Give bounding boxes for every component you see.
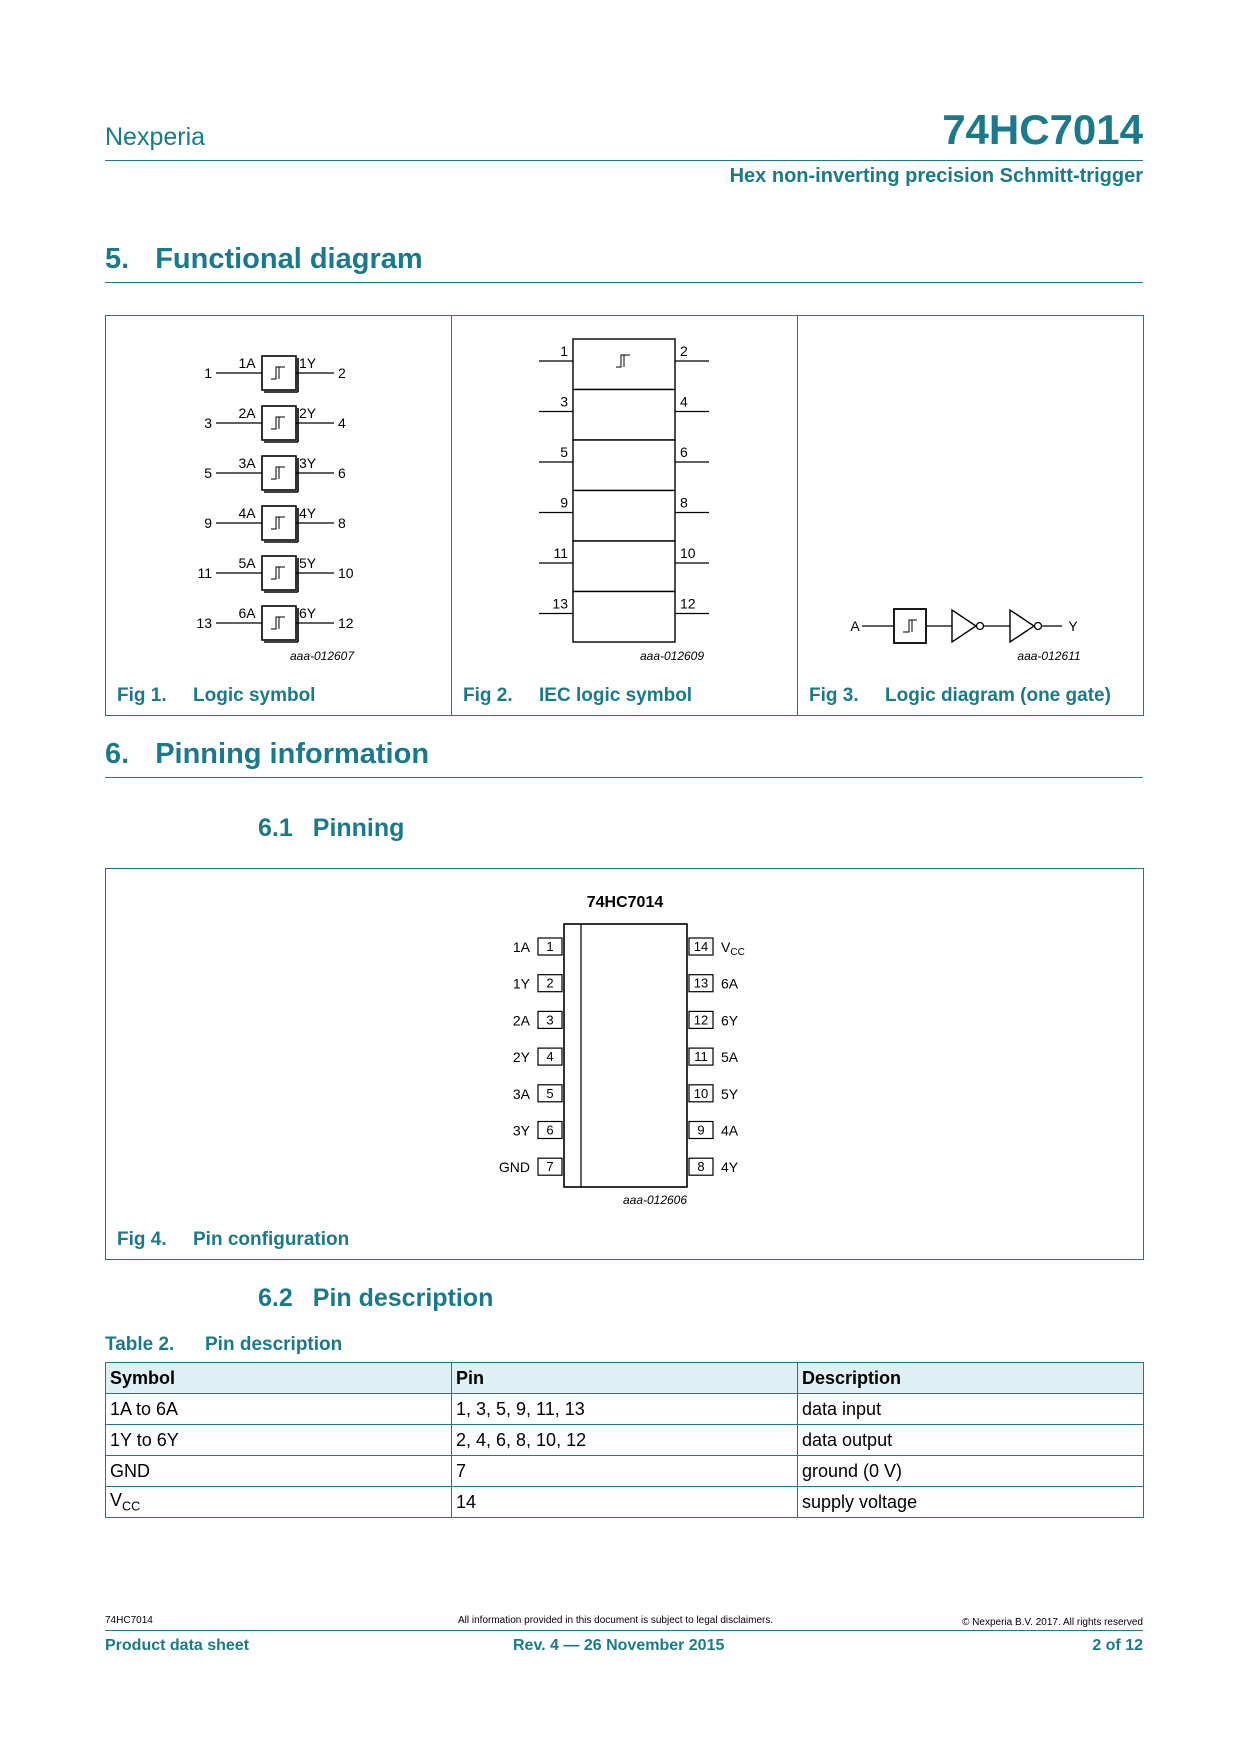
footer-disclaimer: All information provided in this document is subject to legal disclaimers. [458, 1615, 774, 1626]
right-pin [689, 975, 739, 992]
right-pin [689, 938, 745, 958]
pin-number: 4 [546, 1049, 554, 1065]
pin-name: 2Y [512, 1049, 530, 1066]
right-pin [689, 1122, 739, 1139]
pin-number: 14 [693, 939, 709, 954]
document-subtitle: Hex non-inverting precision Schmitt-trigger [729, 165, 1143, 187]
input-pin-number: 13 [552, 595, 568, 612]
pin-name: $V_{CC}$ [721, 939, 745, 958]
input-pin-number: 1 [204, 365, 212, 381]
fig2-iec-symbol [452, 316, 796, 666]
section-5-heading [105, 243, 423, 276]
symbol-cell: 1Y to 6Y [106, 1425, 452, 1456]
table2-caption [105, 1334, 342, 1356]
left-pin [513, 1085, 562, 1102]
fig4-code: aaa-012606 [622, 1193, 688, 1207]
inverter-2 [1010, 610, 1034, 642]
pin-number: 6 [546, 1122, 554, 1138]
pin-cell: 14 [452, 1487, 798, 1518]
section-rule [105, 777, 1143, 778]
pin-name: 5Y [721, 1085, 739, 1102]
right-pin [689, 1048, 739, 1065]
fig2-row [539, 390, 709, 441]
fig1-gate [197, 555, 353, 592]
pin-number: 2 [546, 975, 554, 991]
footer-doc-type: Product data sheet [105, 1637, 250, 1654]
figure-label: Fig 3. [809, 685, 859, 706]
pin-name: 2A [512, 1012, 530, 1029]
table-label: Table 2. [105, 1334, 175, 1355]
footer-rule [105, 1630, 1143, 1631]
output-pin-number: 12 [680, 595, 696, 612]
figure-title: Logic symbol [193, 685, 316, 706]
output-pin-number: 12 [338, 615, 354, 631]
left-pin [513, 975, 562, 992]
iec-cell [573, 541, 675, 592]
description-cell: ground (0 V) [798, 1456, 1144, 1487]
fig2-caption [463, 685, 692, 707]
section-title: Pin description [312, 1284, 494, 1312]
fig1-logic-symbol [106, 316, 450, 666]
pin-name: 3A [512, 1085, 530, 1102]
left-pin [513, 1122, 562, 1139]
footer-revision: Rev. 4 — 26 November 2015 [513, 1637, 725, 1654]
inverter-bubble [977, 623, 984, 630]
output-pin-name: 2Y [299, 405, 317, 421]
pin-number: 8 [697, 1159, 705, 1175]
left-pin [513, 1048, 562, 1065]
fig2-row [539, 339, 709, 390]
section-title: Pinning information [155, 738, 430, 770]
output-pin-name: 4Y [299, 505, 317, 521]
input-pin-number: 3 [204, 415, 212, 431]
section-number: 5. [105, 243, 130, 275]
input-pin-number: 9 [560, 494, 568, 511]
fig2-row [539, 592, 709, 643]
pin-number: 1 [546, 939, 554, 954]
section-number: 6.2 [258, 1284, 293, 1312]
fig2-row [539, 440, 709, 491]
column-header: Pin [452, 1363, 798, 1394]
pin-cell: 1, 3, 5, 9, 11, 13 [452, 1394, 798, 1425]
output-pin-number: 4 [680, 393, 688, 410]
schmitt-gate [894, 609, 926, 643]
symbol-cell: GND [106, 1456, 452, 1487]
footer-page-number: 2 of 12 [1092, 1637, 1143, 1654]
pin-name: 1Y [512, 975, 530, 992]
section-6-2-heading [258, 1284, 493, 1313]
footer-doc-id: 74HC7014 [105, 1615, 153, 1626]
pin-name: 4Y [721, 1159, 739, 1176]
iec-cell [573, 491, 675, 542]
output-pin-name: 1Y [299, 355, 317, 371]
pin-name: GND [498, 1159, 530, 1176]
fig1-caption [117, 685, 315, 707]
output-pin-name: 3Y [299, 455, 317, 471]
pin-number: 7 [546, 1159, 554, 1175]
input-pin-name: 1A [238, 355, 256, 371]
left-pin [499, 1158, 562, 1175]
section-number: 6. [105, 738, 130, 770]
output-pin-name: 6Y [299, 605, 317, 621]
input-pin-name: 6A [238, 605, 256, 621]
output-pin-name: 5Y [299, 555, 317, 571]
fig1-gate [196, 605, 353, 642]
pin-name: 4A [721, 1122, 739, 1139]
input-pin-number: 9 [204, 515, 212, 531]
description-cell: supply voltage [798, 1487, 1144, 1518]
pin-description-table [105, 1362, 1144, 1518]
pin-name: 6Y [721, 1012, 739, 1029]
fig2-code: aaa-012609 [639, 649, 705, 663]
pin-number: 13 [693, 975, 709, 991]
brand-name: Nexperia [105, 123, 206, 151]
header-rule [105, 160, 1143, 161]
pin-number: 12 [693, 1012, 709, 1028]
section-6-heading [105, 738, 429, 771]
fig1-gate [204, 505, 346, 542]
inverter-1 [952, 610, 976, 642]
output-pin-number: 2 [680, 343, 688, 359]
fig3-output-label: Y [1068, 618, 1078, 634]
pin-name: 1A [512, 939, 530, 955]
output-pin-number: 6 [338, 465, 346, 481]
figure-title: Pin configuration [193, 1229, 350, 1250]
output-pin-number: 6 [680, 444, 688, 460]
input-pin-name: 3A [238, 455, 256, 471]
pin-name: 3Y [512, 1122, 530, 1139]
right-pin [689, 1011, 739, 1028]
figure-title: Logic diagram (one gate) [885, 685, 1111, 706]
fig1-code: aaa-012607 [289, 649, 355, 663]
section-title: Pinning [312, 814, 405, 842]
input-pin-number: 5 [204, 465, 212, 481]
section-6-1-heading [258, 814, 404, 843]
pin-cell: 2, 4, 6, 8, 10, 12 [452, 1425, 798, 1456]
right-pin [689, 1158, 739, 1175]
fig3-logic-diagram [798, 316, 1143, 666]
pin-number: 5 [546, 1085, 554, 1101]
figure-title: IEC logic symbol [539, 685, 693, 706]
output-pin-number: 8 [338, 515, 346, 531]
fig3-input-label: A [850, 618, 860, 634]
figure-label: Fig 1. [117, 685, 167, 706]
figure-label: Fig 4. [117, 1229, 167, 1250]
fig4-pin-configuration [106, 869, 1143, 1219]
column-header: Symbol [106, 1363, 452, 1394]
description-cell: data output [798, 1425, 1144, 1456]
fig1-gate [204, 455, 346, 492]
input-pin-number: 1 [560, 343, 568, 359]
pin-cell: 7 [452, 1456, 798, 1487]
fig1-gate [204, 405, 346, 442]
description-cell: data input [798, 1394, 1144, 1425]
table-row [106, 1425, 1144, 1456]
input-pin-number: 11 [553, 545, 568, 561]
pin-name: 6A [721, 975, 739, 992]
right-pin [689, 1085, 739, 1102]
input-pin-number: 11 [197, 565, 212, 581]
table-row [106, 1394, 1144, 1425]
fig3-caption [809, 685, 1111, 707]
inverter-bubble [1035, 623, 1042, 630]
pin-name: 5A [721, 1049, 739, 1066]
section-number: 6.1 [258, 814, 293, 842]
input-pin-number: 3 [560, 393, 568, 410]
output-pin-number: 4 [338, 415, 346, 431]
table-title: Pin description [205, 1334, 343, 1355]
symbol-cell: 1A to 6A [106, 1394, 452, 1425]
chip-body [564, 924, 687, 1187]
fig2-row [539, 541, 709, 592]
pin-number: 10 [693, 1085, 709, 1101]
input-pin-name: 5A [238, 555, 256, 571]
part-number: 74HC7014 [942, 106, 1143, 153]
column-header: Description [798, 1363, 1144, 1394]
output-pin-number: 8 [680, 494, 688, 511]
table-row [106, 1456, 1144, 1487]
input-pin-number: 13 [196, 615, 212, 631]
fig2-row [539, 491, 709, 542]
table-header-row [106, 1363, 1144, 1394]
pin-number: 9 [697, 1122, 705, 1138]
table-row [106, 1487, 1144, 1518]
symbol-cell: $V_{CC}$ [106, 1487, 452, 1518]
fig3-code: aaa-012611 [1017, 649, 1081, 663]
fig4-caption [117, 1229, 349, 1251]
fig1-gate [204, 355, 346, 392]
footer-copyright: © Nexperia B.V. 2017. All rights reserved [962, 1617, 1143, 1628]
iec-cell [573, 440, 675, 491]
pin-number: 11 [694, 1049, 708, 1065]
output-pin-number: 10 [680, 545, 696, 561]
figure-label: Fig 2. [463, 685, 513, 706]
output-pin-number: 10 [338, 565, 354, 581]
input-pin-name: 2A [238, 405, 256, 421]
chip-name: 74HC7014 [586, 894, 664, 911]
iec-cell [573, 592, 675, 643]
section-title: Functional diagram [155, 243, 423, 275]
iec-cell [573, 390, 675, 441]
pin-number: 3 [546, 1012, 554, 1028]
section-rule [105, 282, 1143, 283]
input-pin-number: 5 [560, 444, 568, 460]
left-pin [513, 938, 562, 955]
left-pin [513, 1011, 562, 1028]
input-pin-name: 4A [238, 505, 256, 521]
output-pin-number: 2 [338, 365, 346, 381]
